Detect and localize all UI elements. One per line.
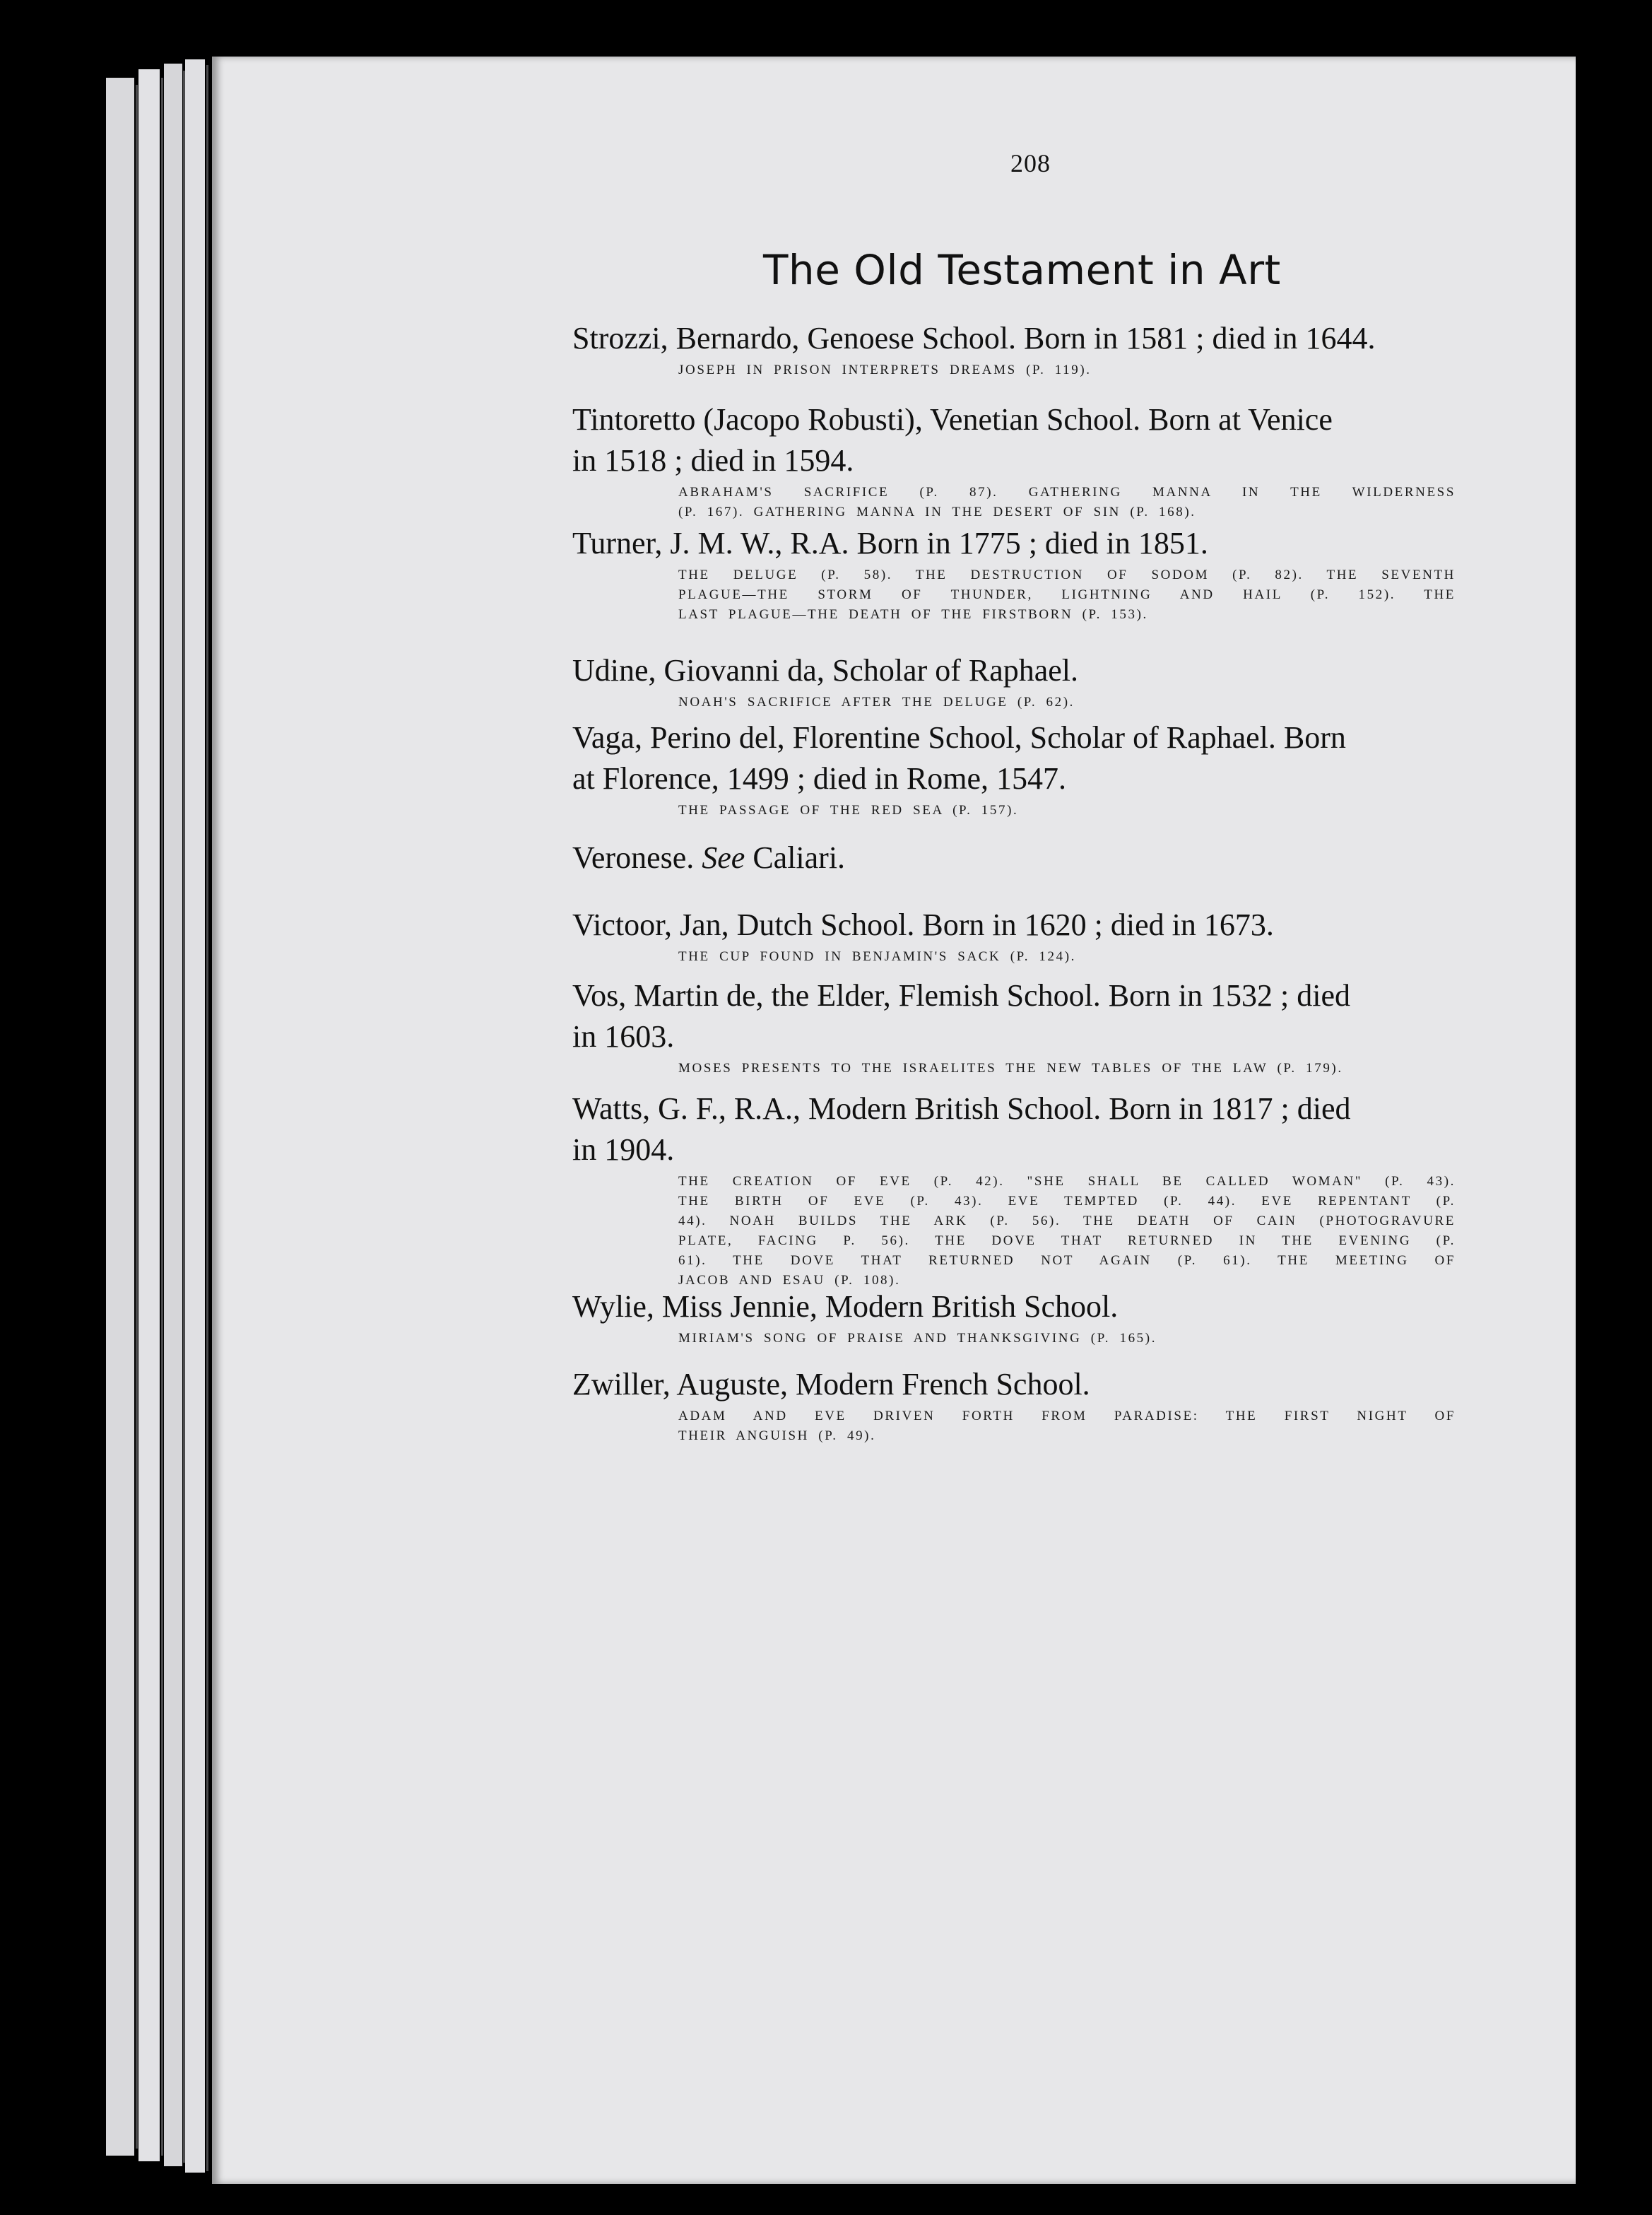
artist-heading [572, 717, 1652, 799]
artist-entry [572, 318, 1652, 380]
page-edge [185, 59, 205, 2173]
artist-entry [572, 650, 1652, 712]
artist-heading-line: Udine, Giovanni da, Scholar of Raphael. [572, 653, 1079, 688]
works-list [678, 565, 1456, 625]
works-line: PLAGUE—THE STORM OF THUNDER, LIGHTNING AND HAIL (P. 152). THE [678, 587, 1456, 602]
works-line: JOSEPH IN PRISON INTERPRETS DREAMS (P. 119). [678, 363, 1092, 377]
artist-heading-line: in 1518 ; died in 1594. [572, 443, 854, 478]
artist-heading-line: Strozzi, Bernardo, Genoese School. Born in 1581 ; died in 1644. [572, 321, 1376, 356]
works-line: LAST PLAGUE—THE DEATH OF THE FIRSTBORN (P. 153). [678, 607, 1148, 622]
works-line: THE CREATION OF EVE (P. 42). "SHE SHALL BE CALLED WOMAN" (P. 43). [678, 1174, 1456, 1189]
artist-heading-line: Vaga, Perino del, Florentine School, Scholar of Raphael. Born [572, 720, 1346, 755]
works-list [678, 1172, 1456, 1291]
artist-heading [572, 399, 1652, 481]
works-list [678, 360, 1456, 380]
artist-heading-line: Watts, G. F., R.A., Modern British School. Born in 1817 ; died [572, 1091, 1351, 1126]
artist-heading [572, 318, 1652, 359]
artist-entry [572, 1364, 1652, 1446]
works-line: JACOB AND ESAU (P. 108). [678, 1273, 901, 1288]
artist-entry [572, 399, 1652, 522]
works-line: ABRAHAM'S SACRIFICE (P. 87). GATHERING MANNA IN THE WILDERNESS [678, 485, 1456, 500]
works-line: THE DELUGE (P. 58). THE DESTRUCTION OF SODOM (P. 82). THE SEVENTH [678, 568, 1456, 582]
works-line: THE CUP FOUND IN BENJAMIN'S SACK (P. 124). [678, 949, 1076, 964]
works-line: THEIR ANGUISH (P. 49). [678, 1428, 876, 1443]
page-edge [164, 64, 182, 2166]
artist-heading [572, 975, 1652, 1057]
works-line: MOSES PRESENTS TO THE ISRAELITES THE NEW TABLES OF THE LAW (P. 179). [678, 1061, 1343, 1076]
artist-heading-line: at Florence, 1499 ; died in Rome, 1547. [572, 761, 1066, 796]
artist-heading-line: in 1904. [572, 1132, 675, 1167]
artist-heading-line: Turner, J. M. W., R.A. Born in 1775 ; died in 1851. [572, 526, 1208, 560]
page-edge-line [183, 71, 185, 2163]
page-edge-line [206, 65, 208, 2171]
cross-reference-see: See [702, 840, 745, 875]
works-list [678, 801, 1456, 821]
artist-entry [572, 717, 1652, 821]
works-list [678, 693, 1456, 712]
page-edge [106, 78, 134, 2156]
works-list [678, 1406, 1456, 1446]
artist-entry [572, 905, 1652, 967]
artist-entry [572, 975, 1652, 1079]
works-line: 44). NOAH BUILDS THE ARK (P. 56). THE DEATH OF CAIN (PHOTOGRAVURE [678, 1214, 1456, 1228]
artist-heading-line: Wylie, Miss Jennie, Modern British School. [572, 1289, 1119, 1324]
works-line: THE BIRTH OF EVE (P. 43). EVE TEMPTED (P. 44). EVE REPENTANT (P. [678, 1194, 1456, 1209]
works-line: MIRIAM'S SONG OF PRAISE AND THANKSGIVING (P. 165). [678, 1331, 1157, 1346]
artist-heading [572, 650, 1652, 691]
page-edge [138, 69, 160, 2161]
works-list [678, 947, 1456, 967]
cross-reference-target: Caliari. [753, 840, 846, 875]
book-page [212, 57, 1576, 2184]
works-line: ADAM AND EVE DRIVEN FORTH FROM PARADISE: THE FIRST NIGHT OF [678, 1409, 1456, 1423]
page-number: 208 [1010, 149, 1051, 177]
artist-entry [572, 523, 1652, 625]
artist-heading-line: Vos, Martin de, the Elder, Flemish School. Born in 1532 ; died [572, 978, 1351, 1013]
artist-entry [572, 838, 1652, 879]
artist-heading [572, 838, 1652, 879]
works-list [678, 483, 1456, 522]
artist-heading [572, 1364, 1652, 1405]
page-edge-line [136, 85, 138, 2149]
works-line: PLATE, FACING P. 56). THE DOVE THAT RETURNED IN THE EVENING (P. [678, 1233, 1456, 1248]
artist-heading [572, 1286, 1652, 1327]
works-line: (P. 167). GATHERING MANNA IN THE DESERT OF SIN (P. 168). [678, 505, 1196, 519]
works-line: 61). THE DOVE THAT RETURNED NOT AGAIN (P. 61). THE MEETING OF [678, 1253, 1456, 1268]
running-title: The Old Testament in Art [763, 246, 1281, 294]
page-edge-line [161, 78, 163, 2156]
artist-heading-line: Victoor, Jan, Dutch School. Born in 1620 ; died in 1673. [572, 907, 1274, 942]
artist-heading-line: in 1603. [572, 1019, 675, 1054]
artist-entry [572, 1286, 1652, 1349]
artist-heading [572, 1088, 1652, 1170]
artist-heading [572, 523, 1652, 564]
artist-heading-line: Zwiller, Auguste, Modern French School. [572, 1367, 1090, 1402]
works-list [678, 1059, 1456, 1079]
artist-entry [572, 1088, 1652, 1291]
artist-heading-line: Tintoretto (Jacopo Robusti), Venetian School. Born at Venice [572, 402, 1333, 437]
artist-heading-line: Veronese. See Caliari. [572, 840, 846, 875]
artist-heading [572, 905, 1652, 946]
works-line: THE PASSAGE OF THE RED SEA (P. 157). [678, 803, 1019, 818]
works-line: NOAH'S SACRIFICE AFTER THE DELUGE (P. 62). [678, 695, 1075, 710]
works-list [678, 1329, 1456, 1349]
